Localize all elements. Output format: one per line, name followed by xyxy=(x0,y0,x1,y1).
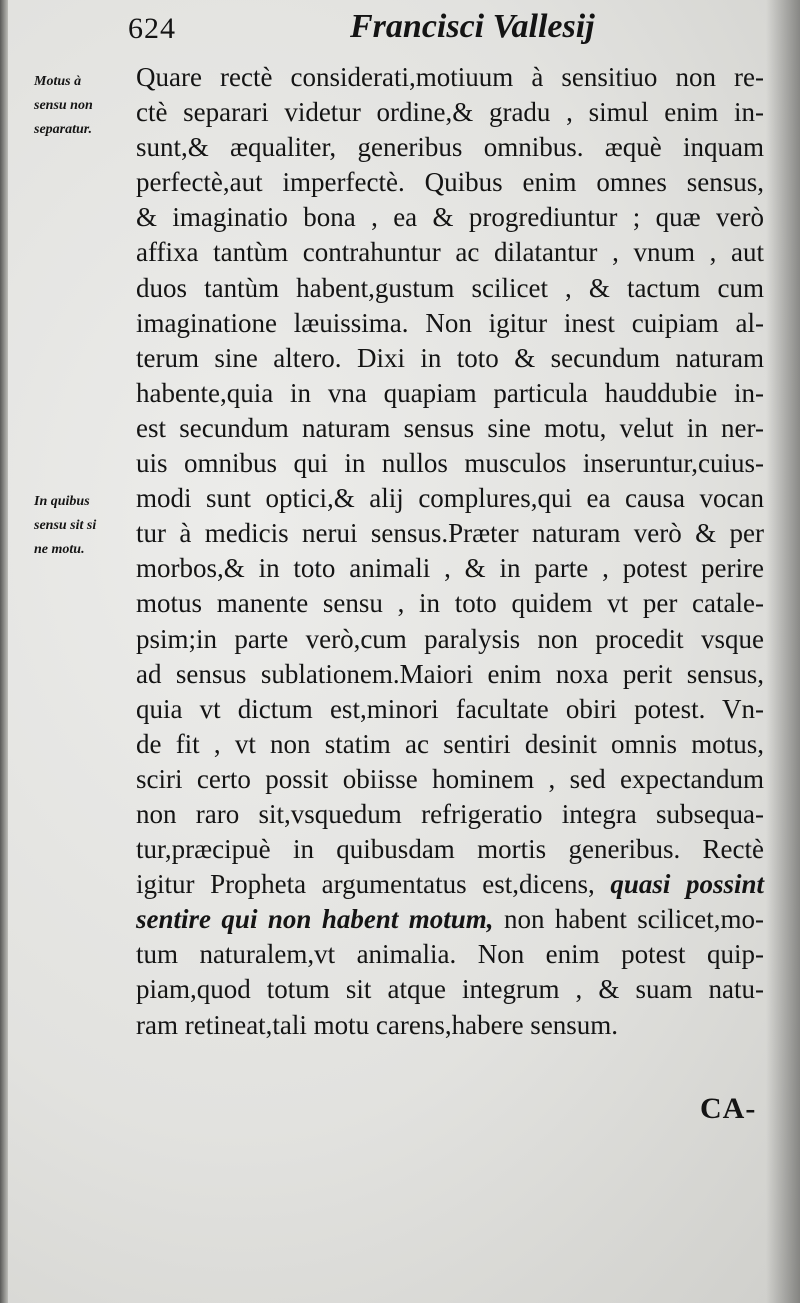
text-segment: non habent scilicet,mo- xyxy=(493,904,764,935)
text-segment: Quare rectè considerati,motiuum à sensitiuo non re- xyxy=(136,62,764,92)
text-line xyxy=(136,1008,764,1043)
text-segment: tur,præcipuè in quibusdam mortis generibus. Rectè xyxy=(136,834,764,865)
text-line xyxy=(136,306,764,341)
text-line xyxy=(136,165,764,200)
text-segment: & imaginatio bona , ea & progrediuntur ; quæ verò xyxy=(136,202,764,233)
text-line xyxy=(136,972,764,1007)
text-segment: de fit , vt non statim ac sentiri desinit omnis motus, xyxy=(136,728,764,759)
text-line xyxy=(136,446,764,481)
text-line xyxy=(136,376,764,411)
text-segment: ctè separari videtur ordine,& gradu , simul enim in- xyxy=(136,97,764,128)
text-segment: ram retineat,tali motu carens,habere sensum. xyxy=(136,1009,619,1040)
text-line xyxy=(136,657,764,692)
text-segment: quia vt dictum est,minori facultate obiri potest. Vn- xyxy=(136,693,764,724)
text-segment: motus manente sensu , in toto quidem vt per catale- xyxy=(136,588,764,619)
text-segment: non raro sit,vsquedum refrigeratio integra subsequa- xyxy=(136,798,764,829)
text-line xyxy=(136,692,764,727)
text-line xyxy=(136,60,764,95)
margin-note-line: Motus à xyxy=(34,74,82,89)
text-segment: tum naturalem,vt animalia. Non enim potest quip- xyxy=(136,939,764,970)
text-line xyxy=(136,867,764,902)
text-segment: tur à medicis nerui sensus.Præter naturam verò & per xyxy=(136,518,764,549)
running-head: Francisci Vallesij xyxy=(350,8,595,45)
text-segment: duos tantùm habent,gustum scilicet , & tactum cum xyxy=(136,272,764,303)
text-segment: ad sensus sublationem.Maiori enim noxa perit sensus, xyxy=(136,658,764,689)
text-segment: uis omnibus qui in nullos musculos inseruntur,cuius- xyxy=(136,448,764,479)
margin-note-line: In quibus xyxy=(34,494,90,509)
text-line xyxy=(136,551,764,586)
text-line xyxy=(136,271,764,306)
catchword: CA- xyxy=(700,1092,757,1125)
text-line xyxy=(136,516,764,551)
text-line xyxy=(136,235,764,270)
page-header xyxy=(128,4,598,54)
text-segment: est secundum naturam sensus sine motu, velut in ner- xyxy=(136,412,764,443)
text-line xyxy=(136,902,764,937)
text-segment: perfectè,aut imperfectè. Quibus enim omnes sensus, xyxy=(136,167,764,198)
text-line xyxy=(136,341,764,376)
text-line xyxy=(136,762,764,797)
margin-note-line: sensu non xyxy=(34,98,93,113)
text-line xyxy=(136,797,764,832)
text-line xyxy=(136,481,764,516)
text-line xyxy=(136,727,764,762)
margin-note-line: sensu sit si xyxy=(34,518,97,533)
text-line xyxy=(136,200,764,235)
text-segment: sunt,& æqualiter, generibus omnibus. æquè inquam xyxy=(136,132,764,163)
text-segment: terum sine altero. Dixi in toto & secundum naturam xyxy=(136,342,764,373)
text-line xyxy=(136,622,764,657)
margin-note-in-quibus xyxy=(34,490,130,562)
body-text xyxy=(136,60,764,1043)
text-line xyxy=(136,130,764,165)
text-segment: piam,quod totum sit atque integrum , & suam natu- xyxy=(136,974,764,1005)
italic-quotation: sentire qui non habent motum, xyxy=(136,904,494,935)
margin-note-motus xyxy=(34,70,130,142)
text-segment: psim;in parte verò,cum paralysis non procedit vsque xyxy=(136,623,764,654)
text-line xyxy=(136,832,764,867)
page-number: 624 xyxy=(128,12,176,45)
text-line xyxy=(136,411,764,446)
text-line xyxy=(136,937,764,972)
text-line xyxy=(136,586,764,621)
text-segment: morbos,& in toto animali , & in parte , potest perire xyxy=(136,553,764,584)
margin-note-line: separatur. xyxy=(34,122,92,137)
text-segment: modi sunt optici,& alij complures,qui ea causa vocan xyxy=(136,483,764,514)
text-segment: sciri certo possit obiisse hominem , sed expectandum xyxy=(136,763,764,794)
text-segment: imaginatione læuissima. Non igitur inest cuipiam al- xyxy=(136,307,764,338)
text-segment: habente,quia in vna quapiam particula hauddubie in- xyxy=(136,377,764,408)
text-line xyxy=(136,95,764,130)
text-segment: igitur Propheta argumentatus est,dicens, xyxy=(136,869,611,900)
margin-note-line: ne motu. xyxy=(34,542,85,557)
italic-quotation: quasi possint xyxy=(610,869,764,900)
text-segment: affixa tantùm contrahuntur ac dilatantur , vnum , aut xyxy=(136,237,764,268)
